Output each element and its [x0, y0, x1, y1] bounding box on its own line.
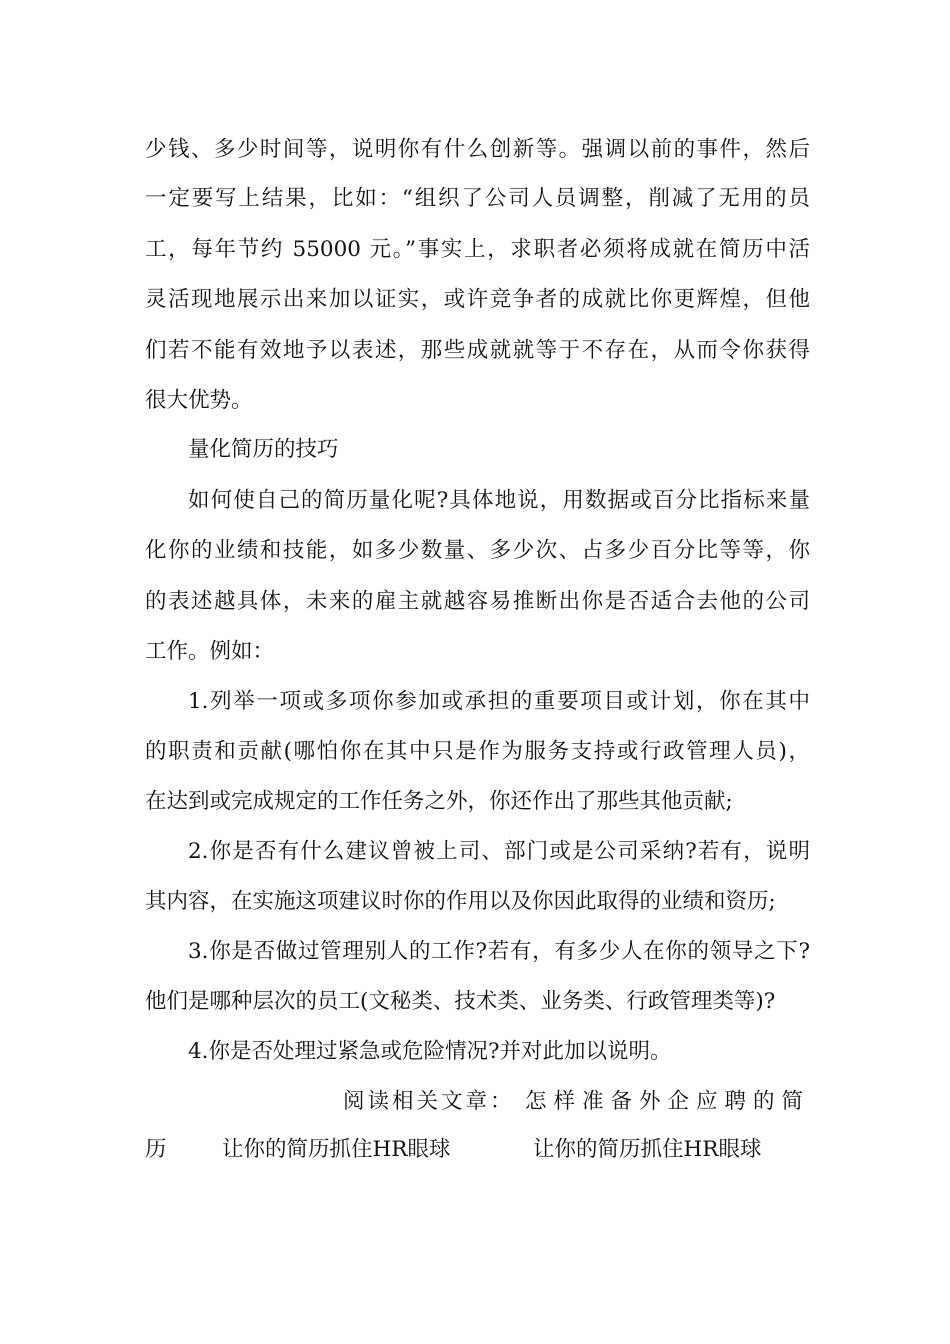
body-line: 很大优势。 — [145, 388, 253, 413]
body-line: 少钱、多少时间等，说明你有什么创新等。强调以前的事件，然后 — [145, 137, 810, 162]
list-item-4-line: 4.你是否处理过紧急或危险情况?并对此加以说明。 — [188, 1039, 672, 1064]
intro-line: 的表述越具体，未来的雇主就越容易推断出你是否适合去他的公司 — [145, 589, 810, 614]
list-item-3-line: 3.你是否做过管理别人的工作?若有，有多少人在你的领导之下? — [188, 939, 810, 964]
body-line: 工，每年节约 55000 元。”事实上，求职者必须将成就在简历中活 — [145, 237, 810, 262]
list-item-2-line: 2.你是否有什么建议曾被上司、部门或是公司采纳?若有，说明 — [188, 839, 810, 864]
related-articles-label: 阅读相关文章： — [343, 1089, 515, 1114]
related-link-1-continued[interactable]: 历 — [145, 1137, 167, 1162]
list-item-3-line: 他们是哪种层次的员工(文秘类、技术类、业务类、行政管理类等)? — [145, 989, 776, 1014]
related-link-2[interactable]: 让你的简历抓住HR眼球 — [222, 1137, 451, 1162]
list-item-1-line: 在达到或完成规定的工作任务之外，你还作出了那些其他贡献; — [145, 789, 733, 814]
section-heading: 量化简历的技巧 — [188, 437, 339, 462]
related-link-1[interactable]: 怎样准备外企应聘的简 — [524, 1089, 810, 1114]
intro-line: 化你的业绩和技能，如多少数量、多少次、占多少百分比等等，你 — [145, 538, 810, 563]
related-link-3[interactable]: 让你的简历抓住HR眼球 — [533, 1137, 762, 1162]
body-line: 灵活现地展示出来加以证实，或许竞争者的成就比你更辉煌，但他 — [145, 287, 810, 312]
related-articles-header — [343, 1088, 810, 1116]
list-item-1-line: 1.列举一项或多项你参加或承担的重要项目或计划，你在其中 — [188, 689, 810, 714]
intro-line: 工作。例如： — [145, 639, 275, 664]
list-item-2-line: 其内容，在实施这项建议时你的作用以及你因此取得的业绩和资历; — [145, 889, 776, 914]
intro-line: 如何使自己的简历量化呢?具体地说，用数据或百分比指标来量 — [188, 488, 810, 513]
body-line: 一定要写上结果，比如：“组织了公司人员调整，削减了无用的员 — [145, 186, 810, 211]
body-line: 们若不能有效地予以表述，那些成就就等于不存在，从而令你获得 — [145, 338, 810, 363]
list-item-1-line: 的职责和贡献(哪怕你在其中只是作为服务支持或行政管理人员)， — [145, 739, 810, 764]
